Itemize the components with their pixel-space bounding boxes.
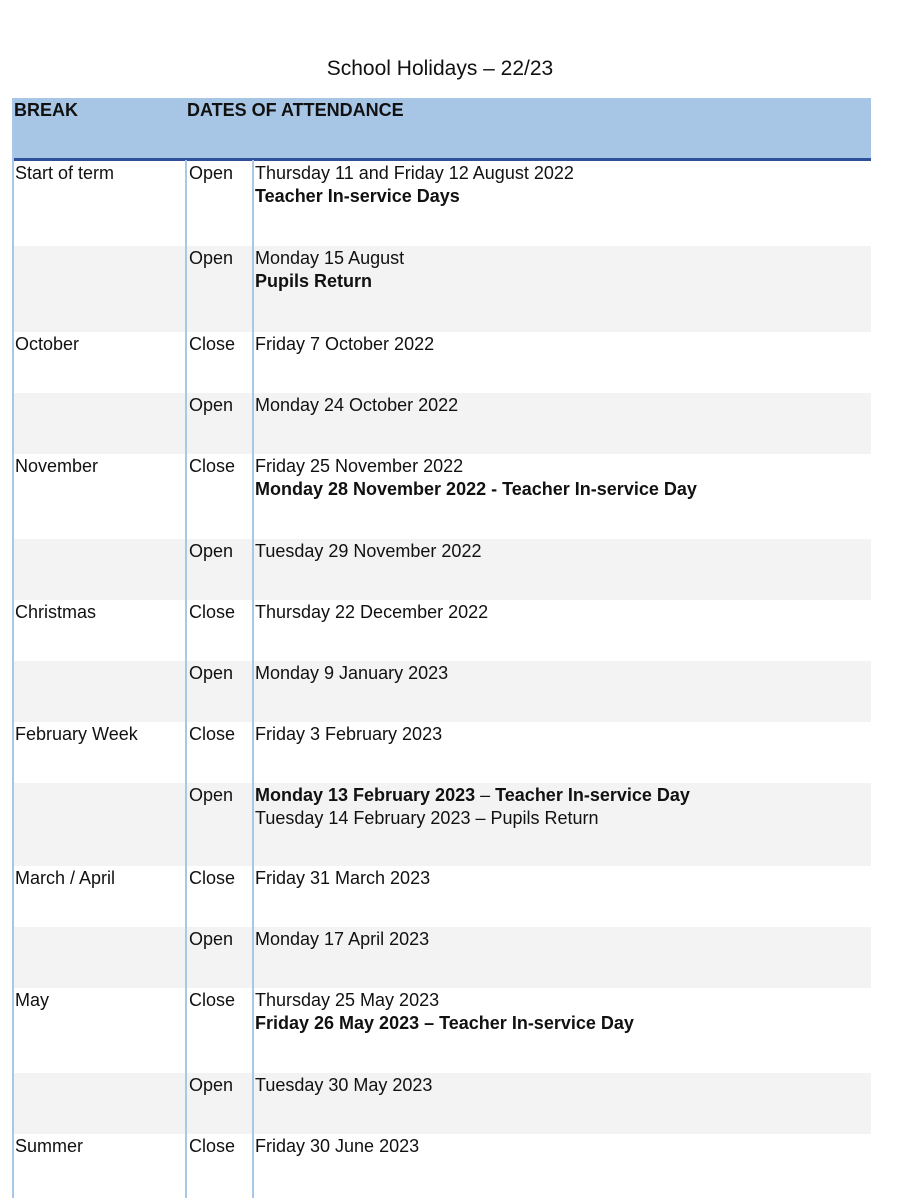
date-line: Monday 9 January 2023	[255, 663, 449, 683]
date-line: Friday 7 October 2022	[255, 334, 435, 354]
date-note: Teacher In-service Days	[255, 186, 460, 206]
table-row	[14, 1073, 871, 1134]
status: Open	[189, 541, 234, 561]
date-line: Tuesday 30 May 2023	[255, 1075, 433, 1095]
table-row	[14, 161, 871, 246]
table-header	[14, 98, 871, 161]
column-divider	[252, 160, 254, 1198]
dates	[255, 247, 404, 293]
status: Open	[189, 785, 234, 805]
dates	[255, 455, 697, 501]
break-name: October	[15, 334, 80, 354]
date-line: Thursday 22 December 2022	[255, 602, 489, 622]
date-note: Friday 26 May 2023 – Teacher In-service Day	[255, 1013, 634, 1033]
header-dates: DATES OF ATTENDANCE	[187, 100, 404, 120]
date-line: Monday 15 August	[255, 248, 405, 268]
status: Close	[189, 1136, 236, 1156]
date-bold-b: Teacher In-service Day	[495, 785, 690, 805]
status: Close	[189, 990, 236, 1010]
status: Open	[189, 395, 234, 415]
table-row	[14, 454, 871, 539]
status: Close	[189, 456, 236, 476]
table-row	[14, 332, 871, 393]
dates	[255, 784, 690, 830]
status: Close	[189, 868, 236, 888]
table-row	[14, 600, 871, 661]
date-bold-a: Monday 13 February 2023	[255, 785, 476, 805]
date-line: Friday 30 June 2023	[255, 1136, 420, 1156]
table-row	[14, 927, 871, 988]
date-line: Thursday 11 and Friday 12 August 2022	[255, 163, 574, 183]
table-row	[14, 866, 871, 927]
holiday-table	[14, 98, 871, 1195]
page-title: School Holidays – 22/23	[326, 57, 554, 80]
break-name: February Week	[15, 724, 138, 744]
status: Open	[189, 929, 234, 949]
status: Open	[189, 1075, 234, 1095]
break-name: Summer	[15, 1136, 84, 1156]
date-sep: –	[475, 785, 496, 805]
table-row	[14, 1134, 871, 1195]
table-row	[14, 246, 871, 332]
date-line	[255, 784, 690, 807]
table-row	[14, 661, 871, 722]
table-row	[14, 722, 871, 783]
break-name: May	[15, 990, 50, 1010]
date-line: Friday 25 November 2022	[255, 456, 464, 476]
date-line: Friday 31 March 2023	[255, 868, 431, 888]
status: Close	[189, 602, 236, 622]
status: Open	[189, 163, 234, 183]
status: Close	[189, 724, 236, 744]
status: Open	[189, 248, 234, 268]
status: Close	[189, 334, 236, 354]
date-line: Tuesday 29 November 2022	[255, 541, 482, 561]
date-note: Pupils Return	[255, 271, 373, 291]
date-line: Monday 17 April 2023	[255, 929, 430, 949]
status: Open	[189, 663, 234, 683]
break-name: Christmas	[15, 602, 97, 622]
column-divider	[185, 160, 187, 1198]
header-break: BREAK	[14, 100, 79, 120]
date-line: Friday 3 February 2023	[255, 724, 443, 744]
date-line: Thursday 25 May 2023	[255, 990, 440, 1010]
table-border-left	[12, 98, 14, 1198]
table-row	[14, 783, 871, 866]
table-row	[14, 393, 871, 454]
table-row	[14, 539, 871, 600]
dates	[255, 162, 574, 208]
date-line: Monday 24 October 2022	[255, 395, 459, 415]
date-note: Tuesday 14 February 2023 – Pupils Return	[255, 808, 599, 828]
break-name: Start of term	[15, 163, 115, 183]
break-name: March / April	[15, 868, 116, 888]
dates	[255, 989, 634, 1035]
table-row	[14, 988, 871, 1073]
date-note: Monday 28 November 2022 - Teacher In-service Day	[255, 479, 697, 499]
break-name: November	[15, 456, 99, 476]
